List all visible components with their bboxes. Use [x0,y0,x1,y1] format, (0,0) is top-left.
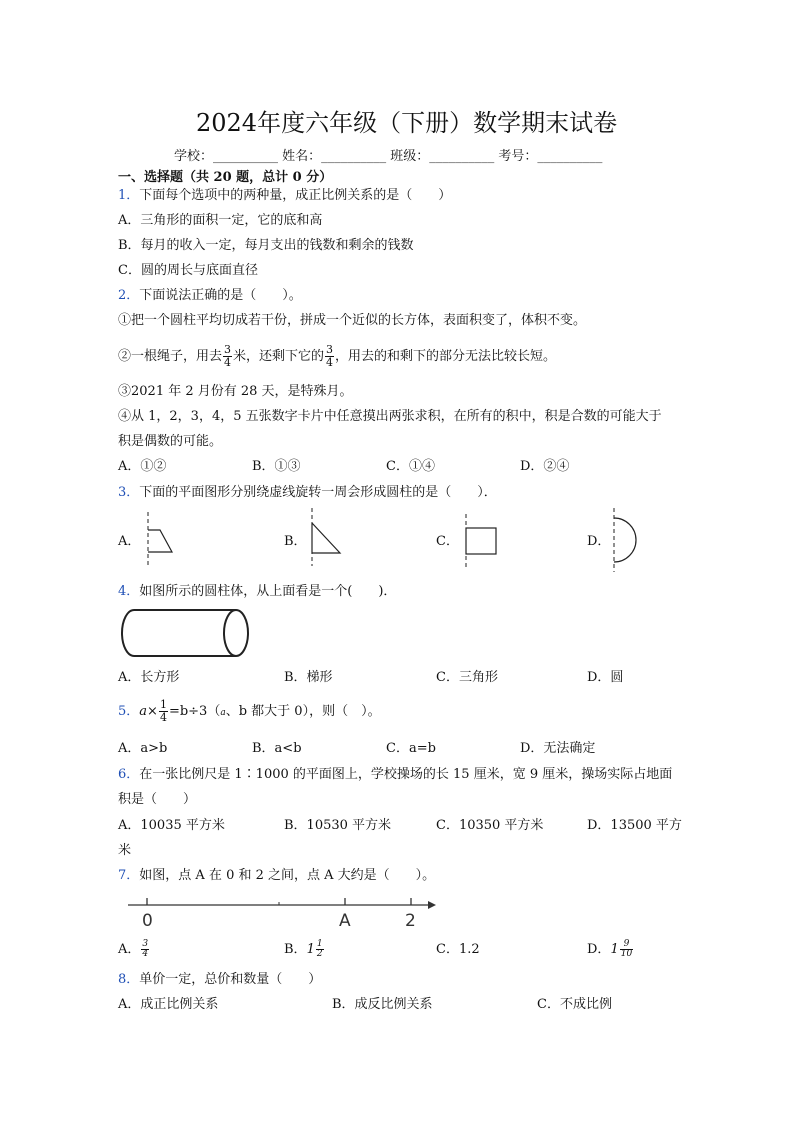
tick-label-0: 0 [142,911,153,931]
q6-text-line2: 积是（ ） [118,792,197,807]
variable-a: a [139,704,148,719]
option-label: D． [587,942,611,957]
q2-option-a: A．①② [118,459,167,474]
q4-option-b: B．梯形 [284,670,333,685]
numerator: 9 [620,940,633,950]
numerator: 3 [142,939,149,949]
q6-option-c: C．10350 平方米 [436,818,544,833]
q3-option-a: A． [118,534,141,549]
q5-option-b: B．a<b [252,741,302,756]
q2-option-b: B．①③ [252,459,301,474]
q5-option-c: C．a=b [386,741,436,756]
numerator: 3 [224,343,232,356]
question-number: 7． [118,868,140,883]
variable-a-small: a [220,708,226,718]
statement-text: ②一根绳子，用去 [118,349,223,364]
q6-option-b: B．10530 平方米 [284,818,392,833]
q5-option-d: D．无法确定 [520,741,596,756]
question-text: 下面的平面图形分别绕虚线旋转一周会形成圆柱的是（ ）． [139,485,497,500]
q2-option-c: C．①④ [386,459,435,474]
q7-option-a [118,938,150,962]
question-text: 下面每个选项中的两种量，成正比例关系的是（ ） [139,188,452,203]
question-number: 8． [118,972,140,987]
condition-text: 、b 都大于 0），则（ ）。 [225,704,381,719]
q4-option-d: D．圆 [587,670,624,685]
q3-option-c: C． [436,534,459,549]
q2-statement-1: ①把一个圆柱平均切成若干份，拼成一个近似的长方体，表面积变了，体积不变。 [118,313,587,328]
denominator: 4 [326,356,334,369]
denominator: 4 [224,356,232,369]
denominator: 10 [620,949,633,959]
denominator: 2 [316,949,323,959]
q8-option-b: B．成反比例关系 [332,997,433,1012]
q4-option-c: C．三角形 [436,670,498,685]
q4-option-a: A．长方形 [118,670,180,685]
times-sign: × [147,704,158,719]
question-number: 1． [118,188,140,203]
option-label: A． [118,942,141,957]
question-number: 6． [118,767,140,782]
q6-option-d-wrap: 米 [118,843,132,858]
numerator: 1 [316,939,323,949]
q3-option-d: D． [587,534,611,549]
question-8 [118,972,321,988]
q7-option-c: C．1.2 [436,942,480,957]
whole-number: 1 [610,942,619,957]
q7-option-d [587,938,634,962]
fraction [316,940,324,959]
option-label: B． [284,942,307,957]
q6-option-d: D．13500 平方 [587,818,682,833]
q3-option-b: B． [284,534,307,549]
q1-option-b: B．每月的收入一定，每月支出的钱数和剩余的钱数 [118,238,414,253]
q1-option-a: A．三角形的面积一定，它的底和高 [118,213,323,228]
q2-statement-4-line2: 积是偶数的可能。 [118,434,223,449]
denominator: 4 [159,711,167,724]
whole-number: 1 [306,942,315,957]
q5-option-a: A．a>b [118,741,168,756]
numerator: 3 [326,343,334,356]
student-info-line: 学校：__________ 姓名：__________ 班级：__________ 考号：__________ [174,149,603,164]
question-number: 3． [118,485,140,500]
q2-statement-3: ③2021 年 2 月份有 28 天，是特殊月。 [118,384,353,399]
q2-option-d: D．②④ [520,459,570,474]
statement-text: 米，还剩下它的 [233,349,325,364]
fraction [141,940,149,959]
question-number: 2． [118,288,140,303]
question-text: 如图，点 A 在 0 和 2 之间，点 A 大约是（ ）。 [139,868,436,883]
question-text: 单价一定，总价和数量（ ） [139,972,322,987]
fraction [620,940,633,959]
point-label-a: A [339,911,351,931]
q8-option-c: C．不成比例 [537,997,612,1012]
q2-statement-4-line1: ④从 1，2，3，4，5 五张数字卡片中任意摸出两张求积，在所有的积中，积是合数的可能大于 [118,409,662,424]
equation-text: =b÷3（ [168,704,221,719]
question-text: 下面说法正确的是（ ）。 [139,288,302,303]
question-text: 如图所示的圆柱体，从上面看是一个( )． [139,584,397,599]
question-number: 5． [118,704,140,719]
question-text: 在一张比例尺是 1∶1000 的平面图上，学校操场的长 15 厘米，宽 9 厘米，操场实际占地面 [139,767,673,782]
q6-option-a: A．10035 平方米 [118,818,225,833]
tick-label-2: 2 [405,911,416,931]
q8-option-a: A．成正比例关系 [118,997,219,1012]
section-heading: 一、选择题（共 20 题，总计 0 分） [118,170,333,185]
q7-option-b [284,938,325,962]
q1-option-c: C．圆的周长与底面直径 [118,263,258,278]
numerator: 1 [159,698,167,711]
statement-text: ，用去的和剩下的部分无法比较长短。 [335,349,557,364]
denominator: 4 [142,949,149,959]
question-number: 4． [118,584,140,599]
page-title: 2024年度六年级（下册）数学期末试卷 [196,109,618,137]
